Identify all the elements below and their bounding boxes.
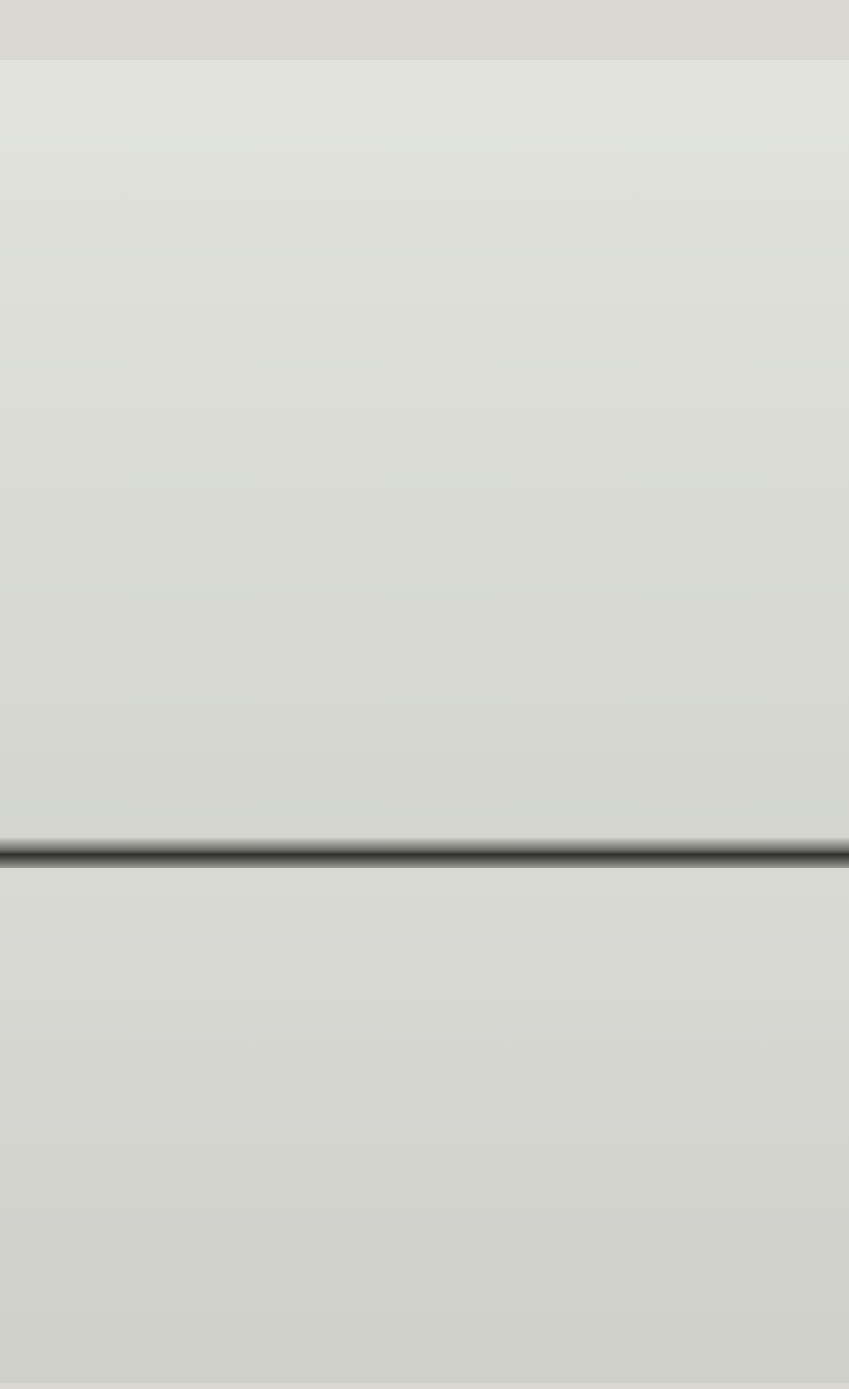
page-fold — [0, 838, 849, 868]
bottom-table — [0, 868, 849, 1383]
top-table — [0, 60, 849, 838]
